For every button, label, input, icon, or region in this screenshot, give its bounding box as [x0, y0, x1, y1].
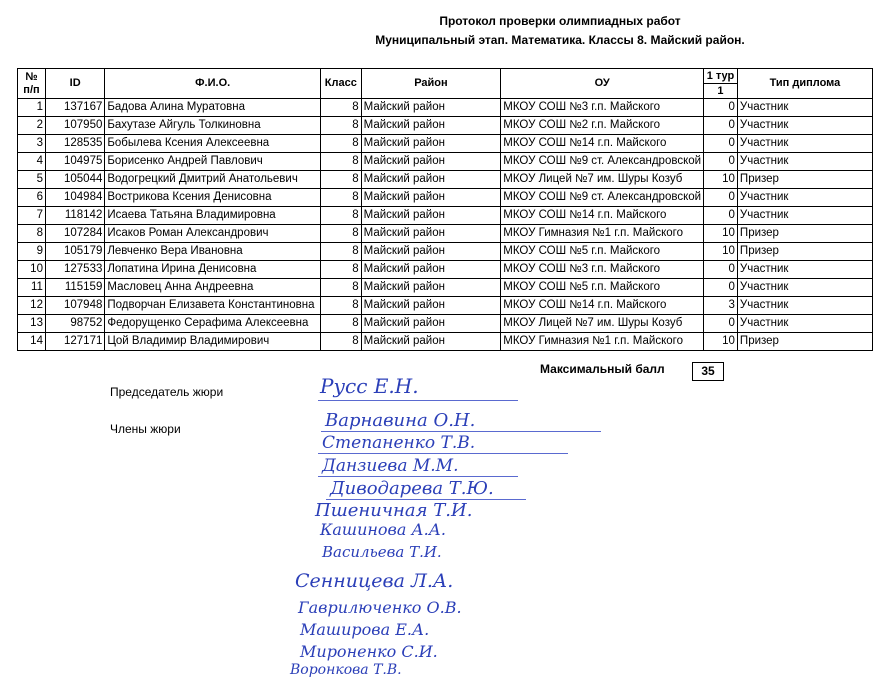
row-class: 8 — [321, 261, 362, 279]
row-score: 10 — [704, 171, 738, 189]
row-diploma: Призер — [737, 171, 872, 189]
row-score: 10 — [704, 243, 738, 261]
row-score: 10 — [704, 225, 738, 243]
row-diploma: Призер — [737, 225, 872, 243]
table-row — [18, 189, 873, 207]
row-diploma: Призер — [737, 243, 872, 261]
row-school: МКОУ СОШ №9 ст. Александровской — [501, 153, 704, 171]
row-fio: Масловец Анна Андреевна — [105, 279, 321, 297]
row-id: 104984 — [45, 189, 104, 207]
max-score-value: 35 — [692, 362, 724, 381]
row-number: 6 — [18, 189, 46, 207]
row-diploma: Участник — [737, 135, 872, 153]
row-diploma: Участник — [737, 153, 872, 171]
row-class: 8 — [321, 225, 362, 243]
row-number: 4 — [18, 153, 46, 171]
row-score: 0 — [704, 315, 738, 333]
row-diploma: Участник — [737, 207, 872, 225]
row-region: Майский район — [361, 207, 501, 225]
member-signature: Варнавина О.Н. — [325, 410, 476, 431]
row-id: 127171 — [45, 333, 104, 351]
table-row — [18, 261, 873, 279]
row-fio: Водогрецкий Дмитрий Анатольевич — [105, 171, 321, 189]
row-diploma: Участник — [737, 261, 872, 279]
table-row — [18, 99, 873, 117]
col-header-class: Класс — [321, 69, 362, 99]
row-school: МКОУ Лицей №7 им. Шуры Козуб — [501, 315, 704, 333]
row-score: 0 — [704, 99, 738, 117]
row-id: 104975 — [45, 153, 104, 171]
member-signature: Гаврилюченко О.В. — [298, 598, 462, 617]
col-header-region: Район — [361, 69, 501, 99]
row-id: 107948 — [45, 297, 104, 315]
row-school: МКОУ СОШ №3 г.п. Майского — [501, 261, 704, 279]
col-header-num: № п/п — [18, 69, 46, 99]
member-signature: Васильева Т.И. — [322, 543, 442, 561]
row-fio: Лопатина Ирина Денисовна — [105, 261, 321, 279]
row-class: 8 — [321, 99, 362, 117]
col-header-id: ID — [45, 69, 104, 99]
row-class: 8 — [321, 243, 362, 261]
row-school: МКОУ СОШ №2 г.п. Майского — [501, 117, 704, 135]
col-header-tour-number: 1 — [704, 84, 738, 99]
row-school: МКОУ Гимназия №1 г.п. Майского — [501, 333, 704, 351]
row-diploma: Участник — [737, 117, 872, 135]
row-number: 3 — [18, 135, 46, 153]
row-id: 107950 — [45, 117, 104, 135]
row-fio: Левченко Вера Ивановна — [105, 243, 321, 261]
max-score-label: Максимальный балл — [540, 362, 665, 376]
row-score: 0 — [704, 117, 738, 135]
row-class: 8 — [321, 279, 362, 297]
row-number: 7 — [18, 207, 46, 225]
table-row — [18, 297, 873, 315]
row-number: 2 — [18, 117, 46, 135]
table-row — [18, 279, 873, 297]
row-fio: Вострикова Ксения Денисовна — [105, 189, 321, 207]
row-class: 8 — [321, 207, 362, 225]
row-fio: Исаева Татьяна Владимировна — [105, 207, 321, 225]
row-region: Майский район — [361, 261, 501, 279]
member-signature: Мироненко С.И. — [300, 642, 438, 661]
document-subtitle: Муниципальный этап. Математика. Классы 8. Майский район. — [375, 33, 745, 47]
row-region: Майский район — [361, 315, 501, 333]
row-fio: Исаков Роман Александрович — [105, 225, 321, 243]
row-score: 0 — [704, 261, 738, 279]
col-header-diploma: Тип диплома — [737, 69, 872, 99]
member-signature-line — [318, 476, 518, 477]
row-number: 10 — [18, 261, 46, 279]
row-number: 9 — [18, 243, 46, 261]
row-number: 12 — [18, 297, 46, 315]
row-school: МКОУ СОШ №3 г.п. Майского — [501, 99, 704, 117]
row-diploma: Участник — [737, 99, 872, 117]
row-id: 107284 — [45, 225, 104, 243]
member-signature: Воронкова Т.В. — [290, 662, 402, 678]
table-body — [18, 99, 873, 351]
row-diploma: Участник — [737, 189, 872, 207]
row-diploma: Участник — [737, 315, 872, 333]
row-diploma: Участник — [737, 279, 872, 297]
row-score: 10 — [704, 333, 738, 351]
row-number: 5 — [18, 171, 46, 189]
col-header-fio: Ф.И.О. — [105, 69, 321, 99]
row-fio: Подворчан Елизавета Константиновна — [105, 297, 321, 315]
member-signature-line — [321, 431, 601, 432]
member-signature: Пшеничная Т.И. — [315, 500, 473, 521]
row-class: 8 — [321, 333, 362, 351]
table-row — [18, 153, 873, 171]
row-class: 8 — [321, 297, 362, 315]
row-fio: Цой Владимир Владимирович — [105, 333, 321, 351]
row-id: 137167 — [45, 99, 104, 117]
table-row — [18, 243, 873, 261]
row-class: 8 — [321, 135, 362, 153]
row-region: Майский район — [361, 333, 501, 351]
row-school: МКОУ СОШ №5 г.п. Майского — [501, 279, 704, 297]
jury-members-label: Члены жюри — [110, 422, 181, 436]
row-fio: Бахутазе Айгуль Толкиновна — [105, 117, 321, 135]
row-region: Майский район — [361, 135, 501, 153]
table-row — [18, 171, 873, 189]
row-number: 14 — [18, 333, 46, 351]
row-id: 105044 — [45, 171, 104, 189]
table-row — [18, 117, 873, 135]
row-region: Майский район — [361, 279, 501, 297]
row-school: МКОУ Гимназия №1 г.п. Майского — [501, 225, 704, 243]
row-id: 98752 — [45, 315, 104, 333]
row-fio: Борисенко Андрей Павлович — [105, 153, 321, 171]
row-school: МКОУ СОШ №14 г.п. Майского — [501, 135, 704, 153]
row-id: 105179 — [45, 243, 104, 261]
row-id: 115159 — [45, 279, 104, 297]
row-number: 13 — [18, 315, 46, 333]
row-number: 11 — [18, 279, 46, 297]
row-score: 0 — [704, 279, 738, 297]
row-class: 8 — [321, 153, 362, 171]
table-row — [18, 225, 873, 243]
row-region: Майский район — [361, 99, 501, 117]
table-header-row — [18, 69, 873, 84]
row-school: МКОУ СОШ №9 ст. Александровской — [501, 189, 704, 207]
chair-signature: Русс Е.Н. — [320, 374, 419, 398]
row-id: 127533 — [45, 261, 104, 279]
row-number: 1 — [18, 99, 46, 117]
row-fio: Бобылева Ксения Алексеевна — [105, 135, 321, 153]
row-school: МКОУ Лицей №7 им. Шуры Козуб — [501, 171, 704, 189]
row-school: МКОУ СОШ №5 г.п. Майского — [501, 243, 704, 261]
row-score: 3 — [704, 297, 738, 315]
row-score: 0 — [704, 189, 738, 207]
row-fio: Бадова Алина Муратовна — [105, 99, 321, 117]
row-class: 8 — [321, 171, 362, 189]
row-diploma: Призер — [737, 333, 872, 351]
member-signature: Кашинова А.А. — [320, 520, 446, 539]
row-id: 128535 — [45, 135, 104, 153]
member-signature: Диводарева Т.Ю. — [330, 478, 494, 499]
row-score: 0 — [704, 153, 738, 171]
member-signature: Степаненко Т.В. — [322, 433, 476, 453]
table-row — [18, 135, 873, 153]
member-signature-line — [318, 453, 568, 454]
row-class: 8 — [321, 315, 362, 333]
chair-signature-line — [318, 400, 518, 401]
member-signature: Сенницева Л.А. — [295, 570, 454, 592]
document-title: Протокол проверки олимпиадных работ — [439, 14, 681, 28]
member-signature: Маширова Е.А. — [300, 620, 430, 639]
row-diploma: Участник — [737, 297, 872, 315]
col-header-school: ОУ — [501, 69, 704, 99]
table-row — [18, 207, 873, 225]
table-row — [18, 333, 873, 351]
row-region: Майский район — [361, 153, 501, 171]
member-signature: Данзиева М.М. — [322, 456, 459, 476]
row-number: 8 — [18, 225, 46, 243]
row-class: 8 — [321, 189, 362, 207]
col-header-tour: 1 тур — [704, 69, 738, 84]
row-region: Майский район — [361, 189, 501, 207]
row-class: 8 — [321, 117, 362, 135]
row-region: Майский район — [361, 171, 501, 189]
row-id: 118142 — [45, 207, 104, 225]
row-region: Майский район — [361, 225, 501, 243]
row-school: МКОУ СОШ №14 г.п. Майского — [501, 297, 704, 315]
jury-chair-label: Председатель жюри — [110, 385, 224, 399]
row-score: 0 — [704, 207, 738, 225]
results-table — [17, 68, 873, 351]
row-region: Майский район — [361, 243, 501, 261]
row-score: 0 — [704, 135, 738, 153]
row-region: Майский район — [361, 297, 501, 315]
row-fio: Федорущенко Серафима Алексеевна — [105, 315, 321, 333]
row-region: Майский район — [361, 117, 501, 135]
table-row — [18, 315, 873, 333]
row-school: МКОУ СОШ №14 г.п. Майского — [501, 207, 704, 225]
